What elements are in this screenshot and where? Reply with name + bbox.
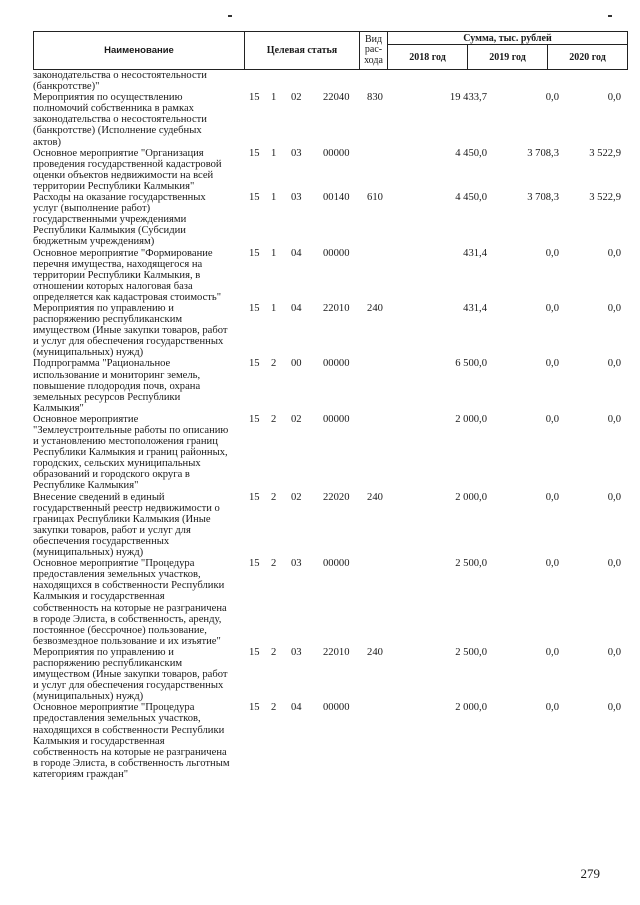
amount-2019: 0,0 [545,646,559,658]
amount-2020: 3 522,9 [589,192,621,204]
table-row [33,492,627,559]
expense-kind: 240 [367,646,383,658]
scan-mark-right [608,15,612,17]
page-number: 279 [580,866,600,881]
table-row [33,92,627,147]
target-program: 15 [249,302,260,314]
target-subprogram: 2 [271,702,277,714]
target-subprogram: 1 [271,302,277,314]
target-subprogram: 2 [271,491,277,503]
amount-2019: 0,0 [545,491,559,503]
target-program: 15 [249,358,260,370]
target-event: 03 [291,192,302,204]
amount-2020: 0,0 [607,92,621,104]
target-program: 15 [249,491,260,503]
target-subprogram: 1 [271,192,277,204]
amount-2018: 6 500,0 [455,358,487,370]
table-row [33,702,627,780]
target-event: 02 [291,491,302,503]
amount-2020: 3 522,9 [589,147,621,159]
target-direction: 00140 [323,192,350,204]
row-name: Основное мероприятие "Землеустроительные работы по описанию и установлению местоположения границ Республики Калмыкия и границ районных, городских, сельских муниципальных образований и городского округа в Республике Калмыкия" [33,413,229,492]
amount-2019: 3 708,3 [527,192,559,204]
target-event: 02 [291,413,302,425]
amount-2018: 4 450,0 [455,192,487,204]
target-direction: 00000 [323,702,350,714]
target-program: 15 [249,147,260,159]
amount-2018: 2 000,0 [455,491,487,503]
row-name: Мероприятия по управлению и распоряжению республиканским имуществом (Иные закупки товаров, работ и услуг для обеспечения государственных (муниципальных) нужд) [33,302,228,359]
target-program: 15 [249,702,260,714]
amount-2019: 0,0 [545,702,559,714]
table-row [33,70,627,92]
scan-mark-left [228,15,232,17]
target-subprogram: 2 [271,558,277,570]
table-body [33,70,627,780]
target-direction: 22010 [323,302,350,314]
row-name: Внесение сведений в единый государственный реестр недвижимости о границах Республики Калмыкия (Иные закупки товаров, работ и услуг для обеспечения государственных (муниципальных) нужд) [33,491,220,559]
target-event: 04 [291,247,302,259]
target-program: 15 [249,646,260,658]
target-direction: 00000 [323,147,350,159]
column-header-2020: 2020 год [548,45,628,70]
amount-2019: 0,0 [545,247,559,259]
amount-2019: 0,0 [545,358,559,370]
table-row [33,248,627,303]
column-header-sum: Сумма, тыс. рублей [388,32,628,45]
target-direction: 00000 [323,413,350,425]
target-direction: 22040 [323,92,350,104]
amount-2018: 19 433,7 [449,92,487,104]
target-subprogram: 1 [271,147,277,159]
target-program: 15 [249,92,260,104]
amount-2020: 0,0 [607,358,621,370]
row-name: Основное мероприятие "Организация проведения государственной кадастровой оценки объектов недвижимости на всей территории Республики Калмыкия" [33,147,222,192]
amount-2020: 0,0 [607,646,621,658]
amount-2020: 0,0 [607,413,621,425]
table-row [33,358,627,413]
column-header-2018: 2018 год [388,45,468,70]
target-subprogram: 2 [271,358,277,370]
target-program: 15 [249,192,260,204]
column-header-2019: 2019 год [468,45,548,70]
amount-2018: 4 450,0 [455,147,487,159]
target-event: 03 [291,147,302,159]
target-event: 04 [291,702,302,714]
table-row [33,148,627,192]
column-header-kind [360,32,388,70]
amount-2018: 2 500,0 [455,558,487,570]
amount-2019: 3 708,3 [527,147,559,159]
target-direction: 22020 [323,491,350,503]
target-direction: 00000 [323,358,350,370]
table-row [33,303,627,358]
amount-2020: 0,0 [607,491,621,503]
expense-kind: 830 [367,92,383,104]
row-name: законодательства о несостоятельности (банкротстве)" [33,70,207,93]
column-header-target: Целевая статья [245,32,360,70]
row-name: Основное мероприятие "Процедура предоставления земельных участков, находящихся в собственности Республики Калмыкия и государственная собственность на которые не разграничена в городе Элиста, в собственность льготным категориям граждан" [33,702,230,780]
amount-2020: 0,0 [607,247,621,259]
target-event: 03 [291,646,302,658]
target-event: 03 [291,558,302,570]
amount-2018: 2 500,0 [455,646,487,658]
amount-2018: 431,4 [463,247,487,259]
row-name: Основное мероприятие "Процедура предоставления земельных участков, находящихся в собственности Республики Калмыкия и государственная собственность на которые не разграничена в городе Элиста, в собственность, аренду, постоянное (бессрочное) пользование, безвозмездное пользование и их изъятие" [33,558,227,647]
amount-2020: 0,0 [607,558,621,570]
table-row [33,192,627,247]
target-direction: 22010 [323,646,350,658]
target-event: 02 [291,92,302,104]
table-header [33,31,628,70]
target-subprogram: 2 [271,413,277,425]
target-event: 00 [291,358,302,370]
target-direction: 00000 [323,247,350,259]
amount-2019: 0,0 [545,413,559,425]
amount-2020: 0,0 [607,702,621,714]
column-header-name: Наименование [34,32,245,70]
target-subprogram: 1 [271,92,277,104]
target-subprogram: 2 [271,646,277,658]
target-event: 04 [291,302,302,314]
amount-2019: 0,0 [545,92,559,104]
amount-2018: 431,4 [463,302,487,314]
table-row [33,558,627,647]
row-name: Основное мероприятие "Формирование перечня имущества, находящегося на территории Республики Калмыкия, в отношении которых налоговая база определяется как кадастровая стоимость" [33,247,222,303]
expense-kind: 240 [367,491,383,503]
amount-2018: 2 000,0 [455,413,487,425]
expense-kind: 610 [367,192,383,204]
target-subprogram: 1 [271,247,277,259]
target-program: 15 [249,247,260,259]
kind-line: Вид [364,33,383,45]
table-row [33,647,627,702]
row-name: Мероприятия по осуществлению полномочий собственника в рамках законодательства о несостоятельности (банкротстве) (Исполнение судебных актов) [33,92,207,148]
kind-line: рас- [364,44,383,56]
amount-2019: 0,0 [545,302,559,314]
expense-kind: 240 [367,302,383,314]
row-name: Мероприятия по управлению и распоряжению республиканским имуществом (Иные закупки товаров, работ и услуг для обеспечения государственных (муниципальных) нужд) [33,646,228,703]
target-direction: 00000 [323,558,350,570]
amount-2020: 0,0 [607,302,621,314]
amount-2018: 2 000,0 [455,702,487,714]
row-name: Расходы на оказание государственных услуг (выполнение работ) государственными учреждениями Республики Калмыкия (Субсидии бюджетным учреждениям) [33,192,206,248]
kind-line: хода [364,54,383,66]
target-program: 15 [249,413,260,425]
table-row [33,414,627,492]
target-program: 15 [249,558,260,570]
amount-2019: 0,0 [545,558,559,570]
row-name: Подпрограмма "Рациональное использование и мониторинг земель, повышение плодородия почв, охрана земельных ресурсов Республики Калмыкия" [33,358,201,414]
